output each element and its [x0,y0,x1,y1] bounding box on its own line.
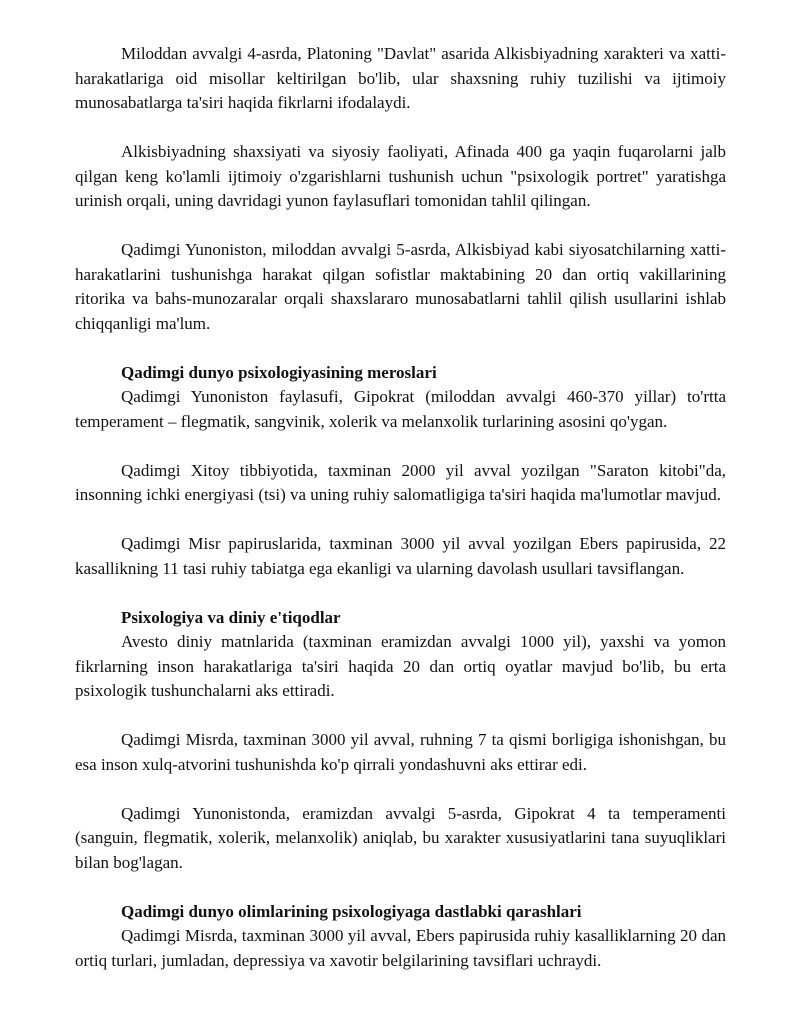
paragraph-ebers-mental-illness: Qadimgi Misrda, taxminan 3000 yil avval, Ebers papirusida ruhiy kasalliklarning 20 dan ortiq turlari, jumladan, depressiya va xavotir belgilarining tavsiflari uchraydi. [75,926,726,970]
paragraph-intro-2: Alkisbiyadning shaxsiyati va siyosiy faoliyati, Afinada 400 ga yaqin fuqarolarni jalb qilgan keng ko'lamli ijtimoiy o'zgarishlarni tushunish uchun "psixologik portret" yaratishga urinish orqali, uning davridagi yunon faylasuflari tomonidan tahlil qilingan. [75,142,726,210]
paragraph-greece-temperaments: Qadimgi Yunonistonda, eramizdan avvalgi 5-asrda, Gipokrat 4 ta temperamenti (sanguin, flegmatik, xolerik, melanxolik) aniqlab, bu xarakter xususiyatlarini tana suyuqliklari bilan bog'lagan. [75,803,726,872]
paragraph-intro-1: Miloddan avvalgi 4-asrda, Platoning "Davlat" asarida Alkisbiyadning xarakteri va xatti-harakatlariga oid misollar keltirilgan bo'lib, ular shaxsning ruhiy tuzilishi va ijtimoiy munosabatlarga ta'siri haqida fikrlarni ifodalaydi. [75,44,726,112]
paragraph-egypt-papyrus: Qadimgi Misr papiruslarida, taxminan 3000 yil avval yozilgan Ebers papirusida, 22 kasallikning 11 tasi ruhiy tabiatga ega ekanligi va ularning davolash usullari tavsiflangan. [75,534,726,578]
section-heading-religion: Psixologiya va diniy e'tiqodlar [121,607,341,627]
paragraph-egypt-soul: Qadimgi Misrda, taxminan 3000 yil avval, ruhning 7 ta qismi borligiga ishonishgan, bu esa inson xulq-atvorini tushunishda ko'p qirrali yondashuvni aks ettirar edi. [75,730,726,774]
paragraph-china-medicine: Qadimgi Xitoy tibbiyotida, taxminan 2000 yil avval yozilgan "Saraton kitobi"da, insonning ichki energiyasi (tsi) va uning ruhiy salomatligiga ta'siri haqida ma'lumotlar mavjud. [75,460,726,504]
paragraph-gippokrat-temperaments: Qadimgi Yunoniston faylasufi, Gipokrat (miloddan avvalgi 460-370 yillar) to'rtta temperament – flegmatik, sangvinik, xolerik va melanxolik turlarining asosini qo'ygan. [75,387,726,431]
section-heading-legacy: Qadimgi dunyo psixologiyasining meroslari [121,362,437,382]
paragraph-intro-3: Qadimgi Yunoniston, miloddan avvalgi 5-asrda, Alkisbiyad kabi siyosatchilarning xatti-harakatlarini tushunishga harakat qilgan sofistlar maktabining 20 dan ortiq vakillarining ritorika va bahs-munozaralar orqali shaxslararo munosabatlarni tahlil qilish usullarini ishlab chiqqanligi ma'lum. [75,240,726,333]
paragraph-avesto: Avesto diniy matnlarida (taxminan eramizdan avvalgi 1000 yil), yaxshi va yomon fikrlarning inson harakatlariga ta'siri haqida 20 dan ortiq oyatlar mavjud bo'lib, bu erta psixologik tushunchalarni aks ettiradi. [75,632,726,700]
section-heading-scholars: Qadimgi dunyo olimlarining psixologiyaga dastlabki qarashlari [121,901,582,921]
